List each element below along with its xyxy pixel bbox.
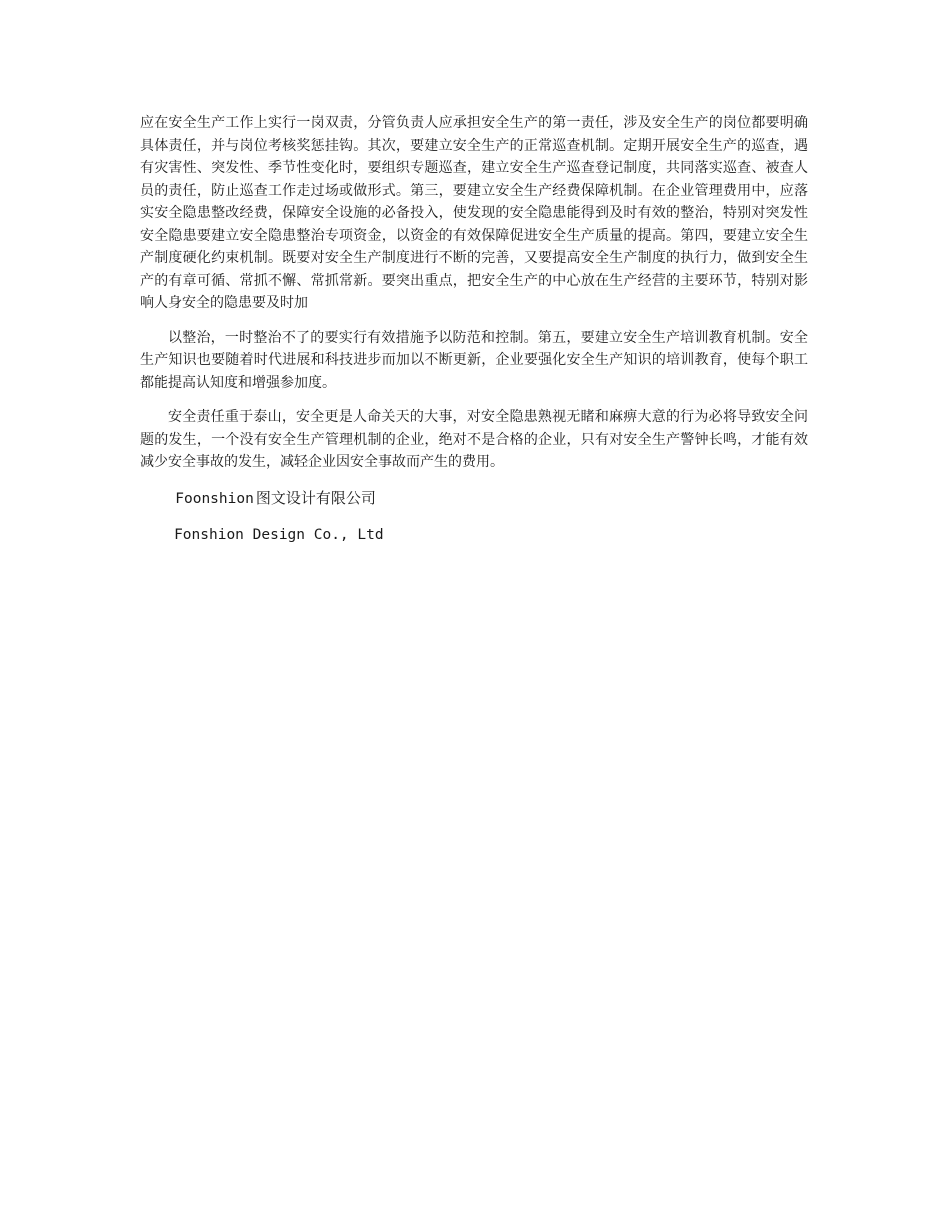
- paragraph-3: 安全责任重于泰山，安全更是人命关天的大事，对安全隐患熟视无睹和麻痹大意的行为必将导致安全问题的发生，一个没有安全生产管理机制的企业，绝对不是合格的企业，只有对安全生产警钟长鸣，才能有效减少安全事故的发生，减轻企业因安全事故而产生的费用。: [140, 409, 808, 470]
- company-name-chinese-part: 图文设计有限公司: [255, 488, 376, 507]
- company-name-chinese: [140, 486, 808, 511]
- company-name-english: Fonshion Design Co., Ltd: [174, 526, 384, 543]
- document-page: [140, 112, 808, 559]
- paragraph-2: 以整治，一时整治不了的要实行有效措施予以防范和控制。第五，要建立安全生产培训教育机制。安全生产知识也要随着时代进展和科技进步而加以不断更新，企业要强化安全生产知识的培训教育，使每个职工都能提高认知度和增强参加度。: [140, 329, 808, 391]
- paragraph-1: 应在安全生产工作上实行一岗双责，分管负责人应承担安全生产的第一责任，涉及安全生产的岗位都要明确具体责任，并与岗位考核奖惩挂钩。其次，要建立安全生产的正常巡查机制。定期开展安全生产的巡查，遇有灾害性、突发性、季节性变化时，要组织专题巡查，建立安全生产巡查登记制度，共同落实巡查、被查人员的责任，防止巡查工作走过场或做形式。第三，要建立安全生产经费保障机制。在企业管理费用中，应落实安全隐患整改经费，保障安全设施的必备投入，使发现的安全隐患能得到及时有效的整治，特别对突发性安全隐患要建立安全隐患整治专项资金，以资金的有效保障促进安全生产质量的提高。第四，要建立安全生产制度硬化约束机制。既要对安全生产制度进行不断的完善，又要提高安全生产制度的执行力，做到安全生产的有章可循、常抓不懈、常抓常新。要突出重点，把安全生产的中心放在生产经营的主要环节，特别对影响人身安全的隐患要及时加: [140, 115, 808, 311]
- company-name-latin-part: Foonshion: [175, 490, 254, 507]
